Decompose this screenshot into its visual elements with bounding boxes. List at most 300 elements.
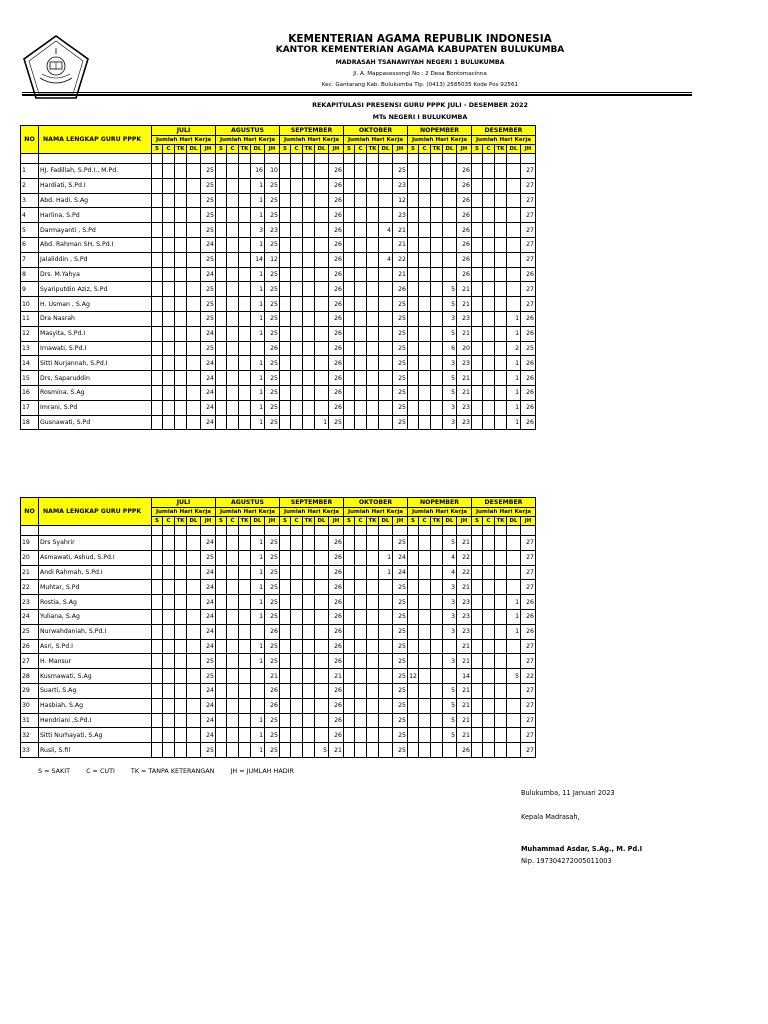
attendance-cell: 25	[393, 326, 408, 341]
attendance-cell	[443, 639, 457, 654]
working-days-header: Jumlah Hari Kerja	[472, 136, 536, 145]
attendance-cell	[175, 326, 187, 341]
attendance-cell	[495, 415, 507, 430]
subcolumn-header: C	[227, 145, 239, 154]
attendance-cell	[344, 326, 355, 341]
attendance-cell	[495, 237, 507, 252]
subcolumn-header: DL	[443, 517, 457, 526]
subcolumn-header: TK	[175, 517, 187, 526]
attendance-cell	[175, 223, 187, 238]
attendance-cell	[216, 267, 227, 282]
attendance-cell	[507, 728, 521, 743]
attendance-cell	[216, 669, 227, 684]
blank-cell	[443, 526, 457, 536]
signature-position: Kepala Madrasah,	[521, 813, 580, 821]
attendance-cell: 26	[329, 536, 344, 551]
attendance-cell: 27	[521, 639, 536, 654]
attendance-cell	[408, 178, 419, 193]
attendance-cell	[152, 356, 163, 371]
attendance-cell	[187, 595, 201, 610]
blank-cell	[251, 526, 265, 536]
attendance-cell: 23	[457, 311, 472, 326]
attendance-cell	[379, 639, 393, 654]
attendance-cell	[280, 297, 291, 312]
attendance-cell	[379, 400, 393, 415]
attendance-cell	[216, 728, 227, 743]
attendance-cell: 1	[251, 415, 265, 430]
attendance-cell: 26	[521, 609, 536, 624]
attendance-cell	[419, 208, 431, 223]
attendance-cell: 26	[457, 237, 472, 252]
attendance-cell: 1	[251, 550, 265, 565]
attendance-cell	[344, 728, 355, 743]
attendance-cell: 21	[457, 326, 472, 341]
attendance-cell	[507, 252, 521, 267]
attendance-cell	[408, 743, 419, 758]
attendance-cell	[507, 267, 521, 282]
attendance-cell	[227, 223, 239, 238]
attendance-cell: 21	[457, 728, 472, 743]
attendance-cell	[303, 728, 315, 743]
attendance-cell: 12	[408, 669, 419, 684]
table-row	[21, 400, 536, 415]
attendance-cell: 27	[521, 743, 536, 758]
attendance-cell: 25	[393, 595, 408, 610]
attendance-cell	[239, 550, 251, 565]
attendance-cell: 25	[201, 164, 216, 179]
attendance-cell: 21	[393, 237, 408, 252]
attendance-cell	[187, 237, 201, 252]
attendance-cell	[216, 536, 227, 551]
teacher-name: Yuliana, S.Ag	[39, 609, 152, 624]
attendance-cell	[280, 595, 291, 610]
blank-cell	[303, 526, 315, 536]
table-row	[21, 415, 536, 430]
month-header: SEPTEMBER	[280, 126, 344, 136]
attendance-cell: 25	[265, 728, 280, 743]
subcolumn-header: DL	[507, 145, 521, 154]
row-number: 20	[21, 550, 39, 565]
subcolumn-header: C	[419, 517, 431, 526]
attendance-cell	[239, 208, 251, 223]
attendance-cell	[419, 536, 431, 551]
attendance-cell	[472, 252, 483, 267]
attendance-cell: 27	[521, 550, 536, 565]
attendance-cell	[431, 311, 443, 326]
attendance-cell	[152, 728, 163, 743]
attendance-cell: 2	[507, 341, 521, 356]
attendance-cell: 22	[457, 550, 472, 565]
attendance-cell: 27	[521, 208, 536, 223]
attendance-cell	[472, 713, 483, 728]
attendance-cell: 1	[507, 311, 521, 326]
attendance-cell: 1	[507, 356, 521, 371]
attendance-cell	[367, 550, 379, 565]
attendance-cell	[344, 237, 355, 252]
attendance-cell	[175, 208, 187, 223]
attendance-cell	[175, 683, 187, 698]
attendance-cell: 26	[329, 341, 344, 356]
attendance-cell	[472, 385, 483, 400]
teacher-name: Syariputdin Aziz, S.Pd	[39, 282, 152, 297]
attendance-cell: 25	[393, 683, 408, 698]
attendance-cell: 26	[457, 252, 472, 267]
row-number: 32	[21, 728, 39, 743]
attendance-cell: 1	[251, 282, 265, 297]
attendance-cell	[152, 713, 163, 728]
teacher-name: Darmayanti , S.Pd	[39, 223, 152, 238]
month-header: JULI	[152, 126, 216, 136]
attendance-cell: 24	[201, 237, 216, 252]
attendance-cell: 27	[521, 698, 536, 713]
blank-cell	[483, 154, 495, 164]
blank-cell	[187, 526, 201, 536]
attendance-cell	[303, 237, 315, 252]
table-row	[21, 683, 536, 698]
attendance-cell	[315, 683, 329, 698]
attendance-cell	[187, 698, 201, 713]
attendance-cell	[431, 237, 443, 252]
header-contact: Kec. Gantarang Kab. Bulukumba Tlp. (0413) 2585035 Kode Pos 92561	[321, 82, 519, 88]
attendance-cell	[507, 654, 521, 669]
attendance-cell	[152, 415, 163, 430]
teacher-name: Jalaliddin , S.Pd	[39, 252, 152, 267]
subcolumn-header: DL	[315, 145, 329, 154]
attendance-cell: 24	[201, 415, 216, 430]
attendance-cell	[355, 223, 367, 238]
attendance-cell	[495, 669, 507, 684]
attendance-cell	[280, 237, 291, 252]
attendance-cell: 27	[521, 728, 536, 743]
attendance-cell	[344, 223, 355, 238]
teacher-name: Suarti, S.Ag	[39, 683, 152, 698]
table-row	[21, 223, 536, 238]
attendance-cell	[227, 385, 239, 400]
attendance-cell	[367, 282, 379, 297]
subcolumn-header: TK	[175, 145, 187, 154]
attendance-cell	[239, 698, 251, 713]
attendance-cell	[227, 580, 239, 595]
attendance-cell: 1	[251, 580, 265, 595]
attendance-cell: 24	[201, 536, 216, 551]
attendance-cell: 26	[521, 415, 536, 430]
row-number: 9	[21, 282, 39, 297]
subcolumn-header: DL	[315, 517, 329, 526]
attendance-cell	[495, 282, 507, 297]
attendance-cell	[175, 743, 187, 758]
month-header: AGUSTUS	[216, 498, 280, 508]
attendance-cell	[355, 683, 367, 698]
attendance-cell: 5	[443, 371, 457, 386]
attendance-cell	[315, 385, 329, 400]
attendance-cell	[483, 237, 495, 252]
attendance-cell: 24	[201, 565, 216, 580]
attendance-cell	[280, 639, 291, 654]
attendance-cell	[355, 193, 367, 208]
attendance-cell	[483, 178, 495, 193]
attendance-cell	[239, 654, 251, 669]
attendance-cell: 26	[329, 713, 344, 728]
attendance-cell	[163, 683, 175, 698]
attendance-cell: 25	[265, 400, 280, 415]
blank-cell	[175, 154, 187, 164]
blank-cell	[21, 526, 39, 536]
row-number: 21	[21, 565, 39, 580]
column-header-no: NO	[21, 498, 39, 526]
attendance-cell	[495, 595, 507, 610]
attendance-cell	[495, 639, 507, 654]
attendance-cell: 25	[393, 371, 408, 386]
table-row	[21, 371, 536, 386]
attendance-cell	[483, 326, 495, 341]
attendance-cell	[291, 164, 303, 179]
attendance-cell: 26	[329, 728, 344, 743]
attendance-cell	[291, 743, 303, 758]
attendance-cell: 25	[265, 415, 280, 430]
attendance-cell: 22	[393, 252, 408, 267]
month-header: NOPEMBER	[408, 126, 472, 136]
attendance-cell	[315, 356, 329, 371]
attendance-cell	[419, 400, 431, 415]
attendance-cell	[507, 237, 521, 252]
attendance-cell: 1	[251, 385, 265, 400]
attendance-cell	[483, 669, 495, 684]
attendance-cell: 23	[457, 595, 472, 610]
attendance-cell: 21	[457, 639, 472, 654]
attendance-cell	[163, 669, 175, 684]
attendance-cell	[216, 698, 227, 713]
attendance-cell	[344, 683, 355, 698]
legend-item: C = CUTI	[86, 767, 115, 775]
attendance-cell: 25	[265, 743, 280, 758]
attendance-cell	[367, 609, 379, 624]
attendance-cell: 24	[201, 356, 216, 371]
teacher-name: Irnawati, S.Pd.I	[39, 341, 152, 356]
attendance-cell	[355, 311, 367, 326]
attendance-cell	[431, 639, 443, 654]
attendance-cell	[379, 609, 393, 624]
attendance-cell	[419, 193, 431, 208]
row-number: 4	[21, 208, 39, 223]
attendance-cell	[367, 639, 379, 654]
attendance-cell	[227, 595, 239, 610]
attendance-cell	[495, 341, 507, 356]
attendance-cell	[291, 669, 303, 684]
attendance-cell	[408, 713, 419, 728]
attendance-cell	[483, 193, 495, 208]
attendance-cell	[355, 356, 367, 371]
attendance-cell	[163, 223, 175, 238]
subcolumn-header: DL	[187, 517, 201, 526]
attendance-cell: 1	[251, 267, 265, 282]
attendance-cell: 25	[265, 536, 280, 551]
attendance-cell: 12	[393, 193, 408, 208]
attendance-cell	[251, 683, 265, 698]
attendance-cell	[152, 297, 163, 312]
attendance-cell	[175, 654, 187, 669]
row-number: 12	[21, 326, 39, 341]
attendance-cell	[443, 267, 457, 282]
attendance-cell	[315, 178, 329, 193]
attendance-cell	[355, 385, 367, 400]
legend-item: TK = TANPA KETERANGAN	[130, 767, 215, 775]
attendance-cell	[187, 282, 201, 297]
attendance-cell: 26	[521, 595, 536, 610]
attendance-cell	[483, 400, 495, 415]
attendance-cell	[152, 565, 163, 580]
subcolumn-header: DL	[379, 517, 393, 526]
attendance-cell	[239, 282, 251, 297]
attendance-cell: 24	[201, 713, 216, 728]
attendance-cell	[239, 415, 251, 430]
attendance-cell	[291, 624, 303, 639]
attendance-cell: 5	[443, 713, 457, 728]
attendance-cell	[152, 237, 163, 252]
attendance-cell	[431, 400, 443, 415]
attendance-cell	[152, 252, 163, 267]
attendance-cell: 16	[251, 164, 265, 179]
month-header: JULI	[152, 498, 216, 508]
attendance-cell: 24	[201, 728, 216, 743]
attendance-cell	[408, 698, 419, 713]
attendance-cell	[303, 371, 315, 386]
attendance-cell	[303, 267, 315, 282]
attendance-cell	[280, 223, 291, 238]
table-row	[21, 595, 536, 610]
attendance-cell	[163, 371, 175, 386]
attendance-cell	[472, 400, 483, 415]
attendance-cell: 27	[521, 193, 536, 208]
attendance-cell	[303, 639, 315, 654]
attendance-cell	[419, 252, 431, 267]
attendance-cell	[291, 536, 303, 551]
attendance-cell: 24	[393, 550, 408, 565]
attendance-cell: 26	[329, 208, 344, 223]
attendance-cell: 21	[457, 580, 472, 595]
attendance-cell	[379, 669, 393, 684]
attendance-cell: 1	[251, 654, 265, 669]
attendance-cell	[315, 536, 329, 551]
attendance-cell	[408, 550, 419, 565]
row-number: 33	[21, 743, 39, 758]
blank-cell	[280, 154, 291, 164]
teacher-name: Dra Nasrah	[39, 311, 152, 326]
attendance-cell	[251, 624, 265, 639]
attendance-cell: 25	[393, 713, 408, 728]
attendance-cell	[379, 164, 393, 179]
attendance-cell	[187, 624, 201, 639]
teacher-name: Hardiati, S.Pd.I	[39, 178, 152, 193]
table-row	[21, 208, 536, 223]
attendance-cell	[216, 624, 227, 639]
attendance-cell	[344, 267, 355, 282]
attendance-cell: 26	[521, 400, 536, 415]
attendance-cell	[152, 341, 163, 356]
attendance-cell	[280, 311, 291, 326]
subcolumn-header: S	[152, 145, 163, 154]
attendance-cell	[431, 609, 443, 624]
attendance-cell: 25	[265, 208, 280, 223]
attendance-cell	[315, 193, 329, 208]
blank-cell	[303, 154, 315, 164]
attendance-cell	[280, 164, 291, 179]
blank-cell	[355, 526, 367, 536]
subcolumn-header: C	[355, 145, 367, 154]
row-number: 6	[21, 237, 39, 252]
table-row	[21, 311, 536, 326]
attendance-cell	[419, 341, 431, 356]
attendance-cell	[408, 208, 419, 223]
table-row	[21, 385, 536, 400]
attendance-cell: 26	[457, 208, 472, 223]
attendance-cell	[495, 208, 507, 223]
attendance-cell	[163, 624, 175, 639]
attendance-cell: 24	[201, 400, 216, 415]
attendance-cell	[280, 698, 291, 713]
attendance-cell	[227, 669, 239, 684]
attendance-cell	[163, 356, 175, 371]
subcolumn-header: JH	[393, 517, 408, 526]
attendance-cell	[495, 624, 507, 639]
attendance-cell	[152, 654, 163, 669]
attendance-cell	[495, 609, 507, 624]
attendance-cell	[175, 639, 187, 654]
attendance-cell	[227, 743, 239, 758]
attendance-cell	[175, 252, 187, 267]
blank-cell	[367, 154, 379, 164]
attendance-cell	[472, 595, 483, 610]
attendance-cell	[344, 341, 355, 356]
attendance-cell	[431, 252, 443, 267]
attendance-cell	[367, 311, 379, 326]
attendance-cell	[507, 639, 521, 654]
attendance-cell	[472, 609, 483, 624]
row-number: 17	[21, 400, 39, 415]
row-number: 28	[21, 669, 39, 684]
blank-cell	[201, 154, 216, 164]
attendance-cell	[408, 415, 419, 430]
subcolumn-header: C	[291, 517, 303, 526]
attendance-cell	[344, 178, 355, 193]
attendance-cell: 21	[457, 683, 472, 698]
attendance-cell	[216, 297, 227, 312]
attendance-cell	[303, 669, 315, 684]
attendance-cell: 5	[443, 385, 457, 400]
attendance-cell: 25	[201, 223, 216, 238]
attendance-cell	[280, 341, 291, 356]
attendance-cell: 25	[201, 193, 216, 208]
teacher-name: Rosmina, S.Ag	[39, 385, 152, 400]
attendance-cell: 26	[329, 237, 344, 252]
attendance-cell	[303, 282, 315, 297]
attendance-cell	[419, 237, 431, 252]
attendance-cell	[507, 565, 521, 580]
attendance-cell	[291, 208, 303, 223]
attendance-cell	[175, 282, 187, 297]
attendance-cell	[239, 624, 251, 639]
attendance-cell	[303, 311, 315, 326]
attendance-cell	[495, 223, 507, 238]
attendance-cell: 26	[521, 356, 536, 371]
blank-cell	[521, 526, 536, 536]
attendance-cell	[227, 356, 239, 371]
attendance-cell: 1	[251, 311, 265, 326]
attendance-cell: 25	[265, 385, 280, 400]
attendance-cell	[431, 178, 443, 193]
attendance-cell	[280, 683, 291, 698]
subcolumn-header: S	[216, 517, 227, 526]
attendance-cell	[419, 624, 431, 639]
